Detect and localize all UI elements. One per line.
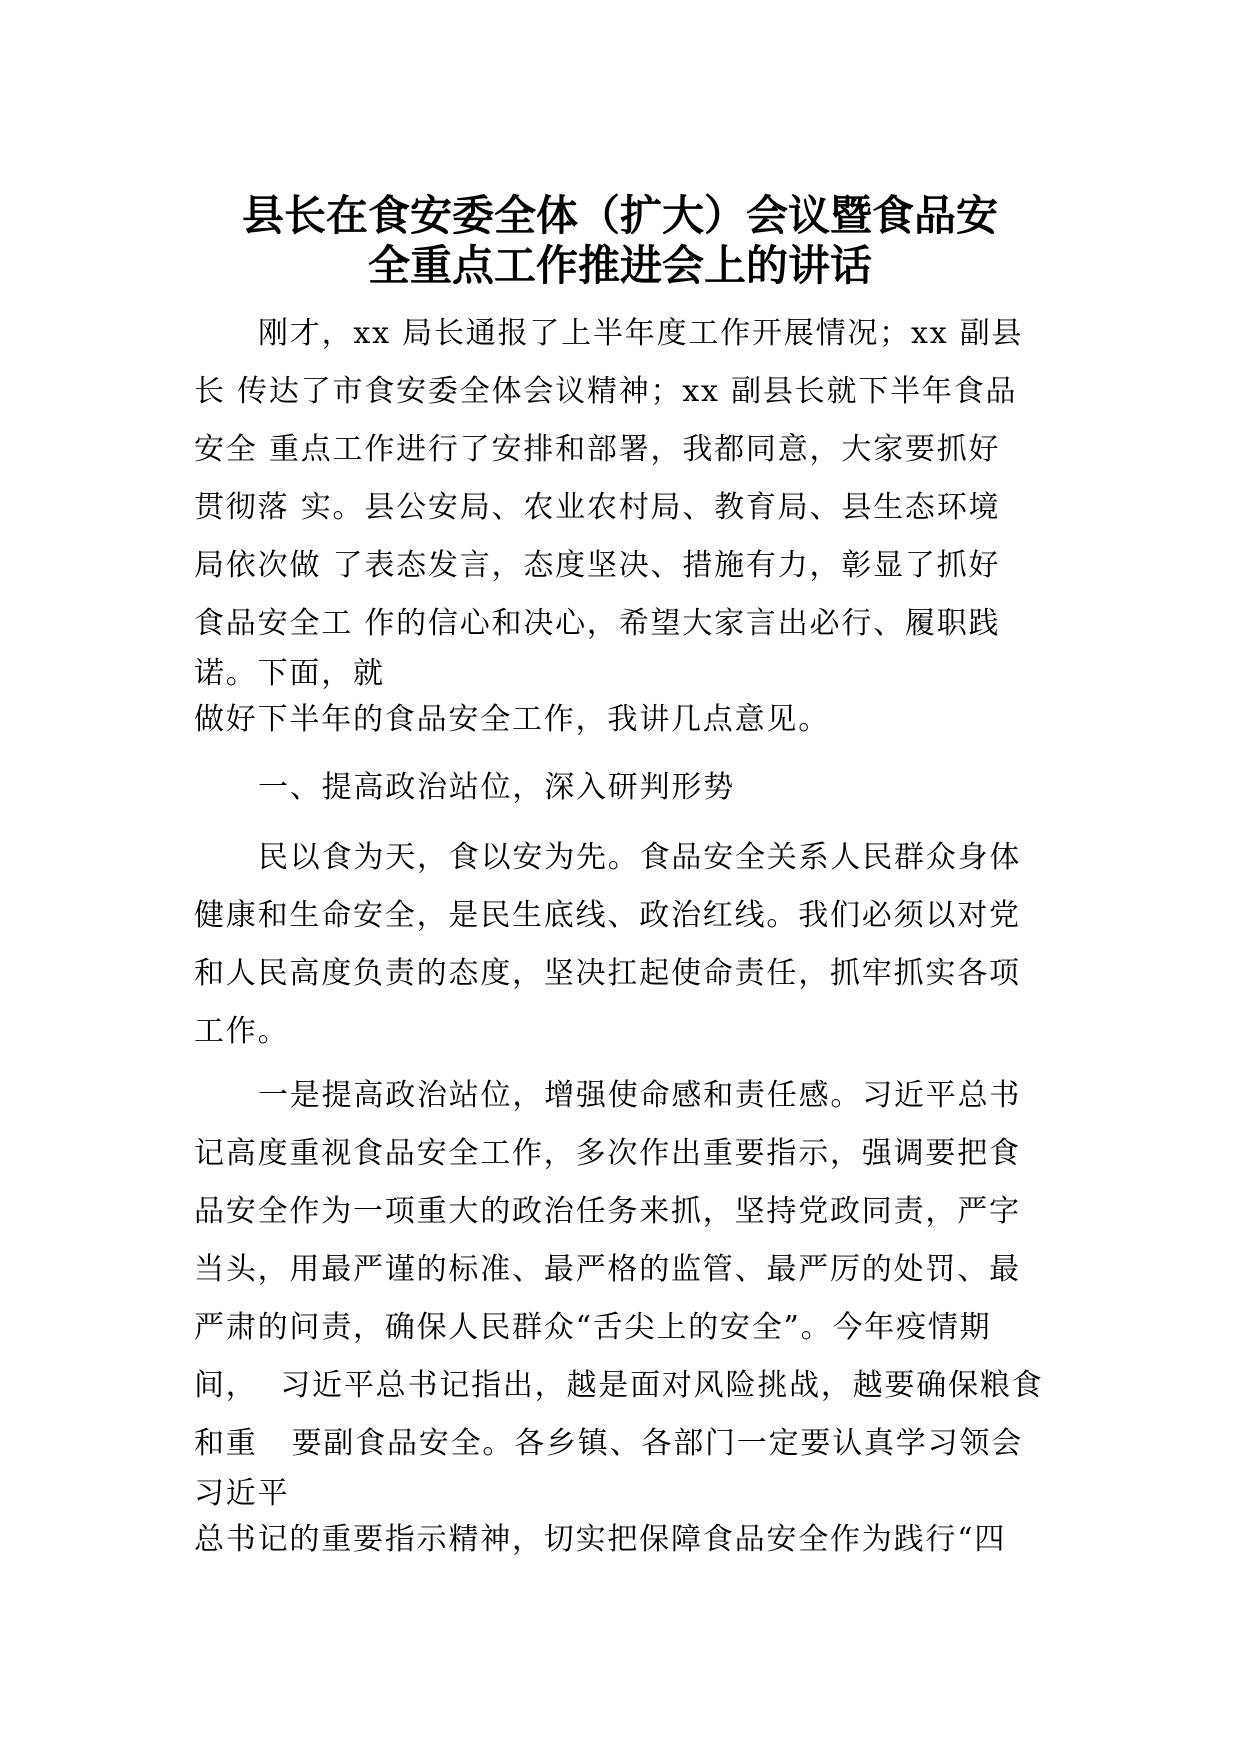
- section-heading: 一、提高政治站位，深入研判形势: [258, 770, 735, 805]
- paragraph-line: 一是提高政治站位，增强使命感和责任感。习近平总书: [258, 1078, 1022, 1113]
- paragraph-line: 诺。下面，就: [194, 656, 385, 691]
- paragraph-line: 长 传达了市食安委全体会议精神；xx 副县长就下半年食品: [194, 374, 1018, 409]
- paragraph-line: 局依次做 了表态发言，态度坚决、措施有力，彰显了抓好: [194, 548, 1001, 583]
- paragraph-line: 食品安全工 作的信心和决心，希望大家言出必行、履职践: [194, 606, 1001, 641]
- paragraph-line: 当头，用最严谨的标准、最严格的监管、最严厉的处罚、最: [194, 1252, 1021, 1287]
- paragraph-line: 严肃的问责，确保人民群众“舌尖上的安全”。今年疫情期: [194, 1310, 992, 1345]
- paragraph-line: 工作。: [194, 1014, 290, 1049]
- paragraph-line: 总书记的重要指示精神，切实把保障食品安全作为践行“四: [194, 1522, 1007, 1557]
- paragraph-line: 贯彻落 实。县公安局、农业农村局、教育局、县生态环境: [194, 490, 1001, 525]
- paragraph-line: 刚才，xx 局长通报了上半年度工作开展情况；xx 副县: [258, 316, 1024, 351]
- paragraph-line: 和重 要副食品安全。各乡镇、各部门一定要认真学习领会: [194, 1426, 1024, 1461]
- paragraph-line: 健康和生命安全，是民生底线、政治红线。我们必须以对党: [194, 898, 1021, 933]
- paragraph-line: 做好下半年的食品安全工作，我讲几点意见。: [194, 702, 830, 737]
- paragraph-line: 记高度重视食品安全工作，多次作出重要指示，强调要把食: [194, 1136, 1021, 1171]
- paragraph-line: 品安全作为一项重大的政治任务来抓，坚持党政同责，严字: [194, 1194, 1021, 1229]
- document-title-line-1: 县长在食安委全体（扩大）会议暨食品安: [241, 191, 998, 240]
- paragraph-line: 和人民高度负责的态度，坚决扛起使命责任，抓牢抓实各项: [194, 956, 1021, 991]
- paragraph-line: 间， 习近平总书记指出，越是面对风险挑战，越要确保粮食: [194, 1368, 1044, 1403]
- paragraph-line: 安全 重点工作进行了安排和部署，我都同意，大家要抓好: [194, 432, 1001, 467]
- document-title-line-2: 全重点工作推进会上的讲话: [367, 241, 872, 290]
- paragraph-line: 民以食为天，食以安为先。食品安全关系人民群众身体: [258, 840, 1022, 875]
- paragraph-line: 习近平: [194, 1476, 290, 1511]
